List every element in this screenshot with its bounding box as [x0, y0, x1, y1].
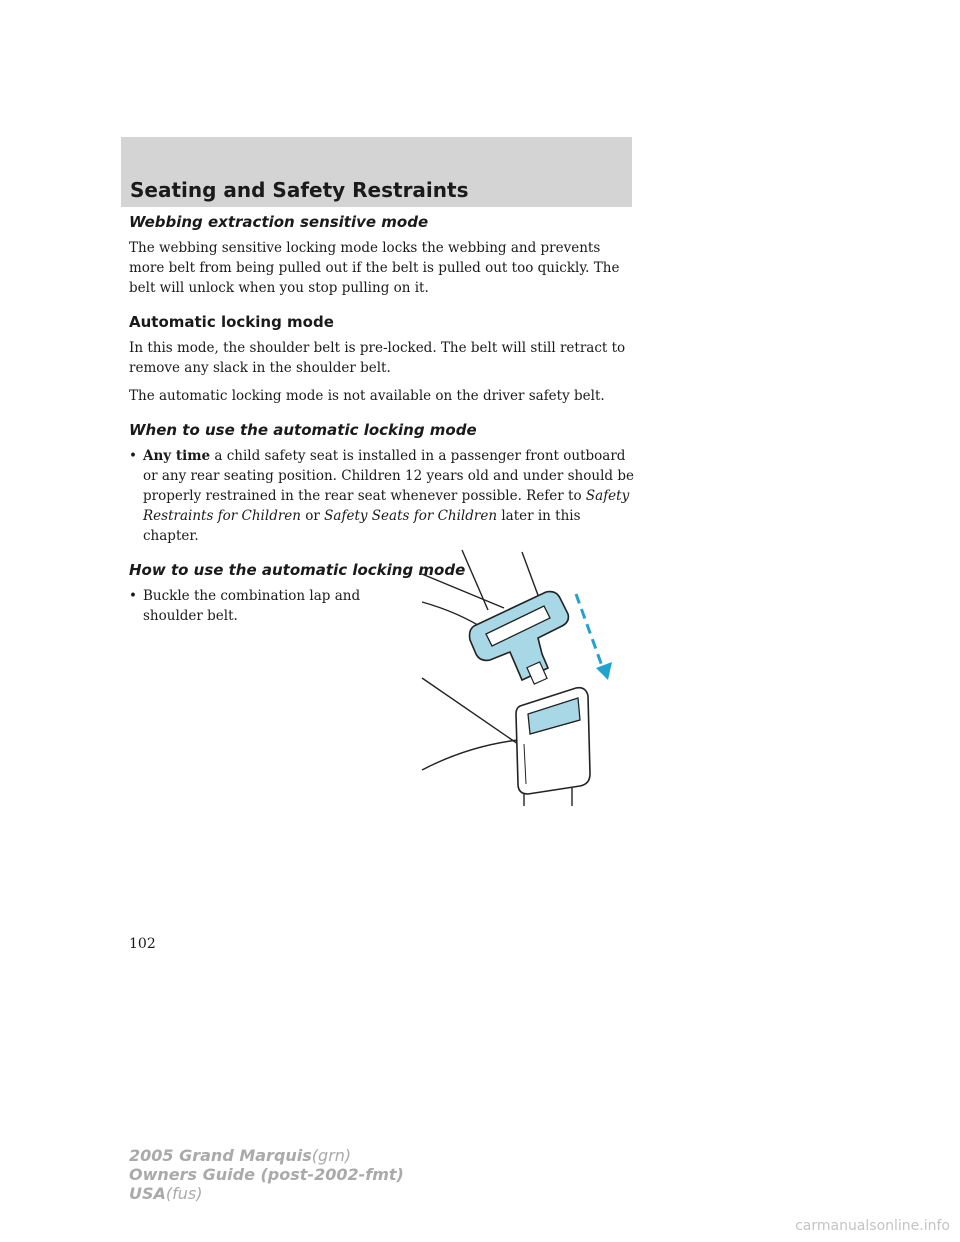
paragraph-automatic-locking-1: In this mode, the shoulder belt is pre-locked. The belt will still retract to remove any slack in the shoulder belt. [129, 340, 626, 376]
heading-automatic-locking-mode: Automatic locking mode [129, 313, 334, 331]
belt-webbing-line [462, 550, 488, 610]
footer-guide: Owners Guide (post-2002-fmt) [129, 1165, 404, 1184]
section-header-bar [121, 137, 632, 207]
reference-safety-seats-for-children: Safety Seats for Children [324, 508, 498, 524]
footer-line-2 [129, 1165, 404, 1184]
footer-line-1 [129, 1146, 404, 1165]
list-item-buckle [129, 586, 389, 626]
list-item-any-time [129, 446, 639, 546]
seat-outline [422, 574, 504, 608]
bullet-text [143, 446, 639, 546]
pull-direction-arrow [576, 594, 602, 666]
footer-model: 2005 Grand Marquis [129, 1146, 312, 1165]
bullet-bold-lead: Any time [143, 448, 211, 464]
bullet-text-or: or [300, 508, 325, 524]
seat-outline [422, 740, 518, 770]
section-title: Seating and Safety Restraints [130, 178, 469, 202]
heading-how-to-use: How to use the automatic locking mode [129, 561, 466, 579]
heading-webbing-mode: Webbing extraction sensitive mode [129, 213, 429, 231]
footer-market-code: (fus) [165, 1184, 203, 1203]
reference-safety-restraints-for-children: Safety Restraints for Children [143, 488, 630, 524]
bullet-mark: • [129, 448, 137, 464]
bullet-text-part-1: a child safety seat is installed in a passenger front outboard or any rear seating position. Children 12 years old and under should be properly restrained in the rear seat whenever possible. Refer to [143, 448, 634, 504]
seat-outline [422, 678, 518, 744]
arrow-head-icon [596, 662, 612, 680]
bullet-mark: • [129, 588, 137, 604]
seat-belt-buckle-illustration [418, 548, 618, 810]
heading-when-to-use: When to use the automatic locking mode [129, 421, 477, 439]
watermark-link[interactable]: carmanualsonline.info [795, 1218, 950, 1234]
document-footer [129, 1146, 404, 1203]
page-number: 102 [129, 936, 156, 952]
paragraph-automatic-locking-2: The automatic locking mode is not available on the driver safety belt. [129, 388, 605, 404]
bullet-text-buckle: Buckle the combination lap and shoulder belt. [143, 588, 361, 624]
paragraph-webbing-mode: The webbing sensitive locking mode locks the webbing and prevents more belt from being pulled out if the belt is pulled out too quickly. The belt will unlock when you stop pulling on it. [129, 240, 620, 296]
footer-model-code: (grn) [311, 1146, 352, 1165]
latch-plate [470, 592, 569, 680]
bullet-text-part-2: later in this chapter. [143, 508, 581, 544]
footer-line-3 [129, 1184, 404, 1203]
footer-market: USA [129, 1184, 166, 1203]
